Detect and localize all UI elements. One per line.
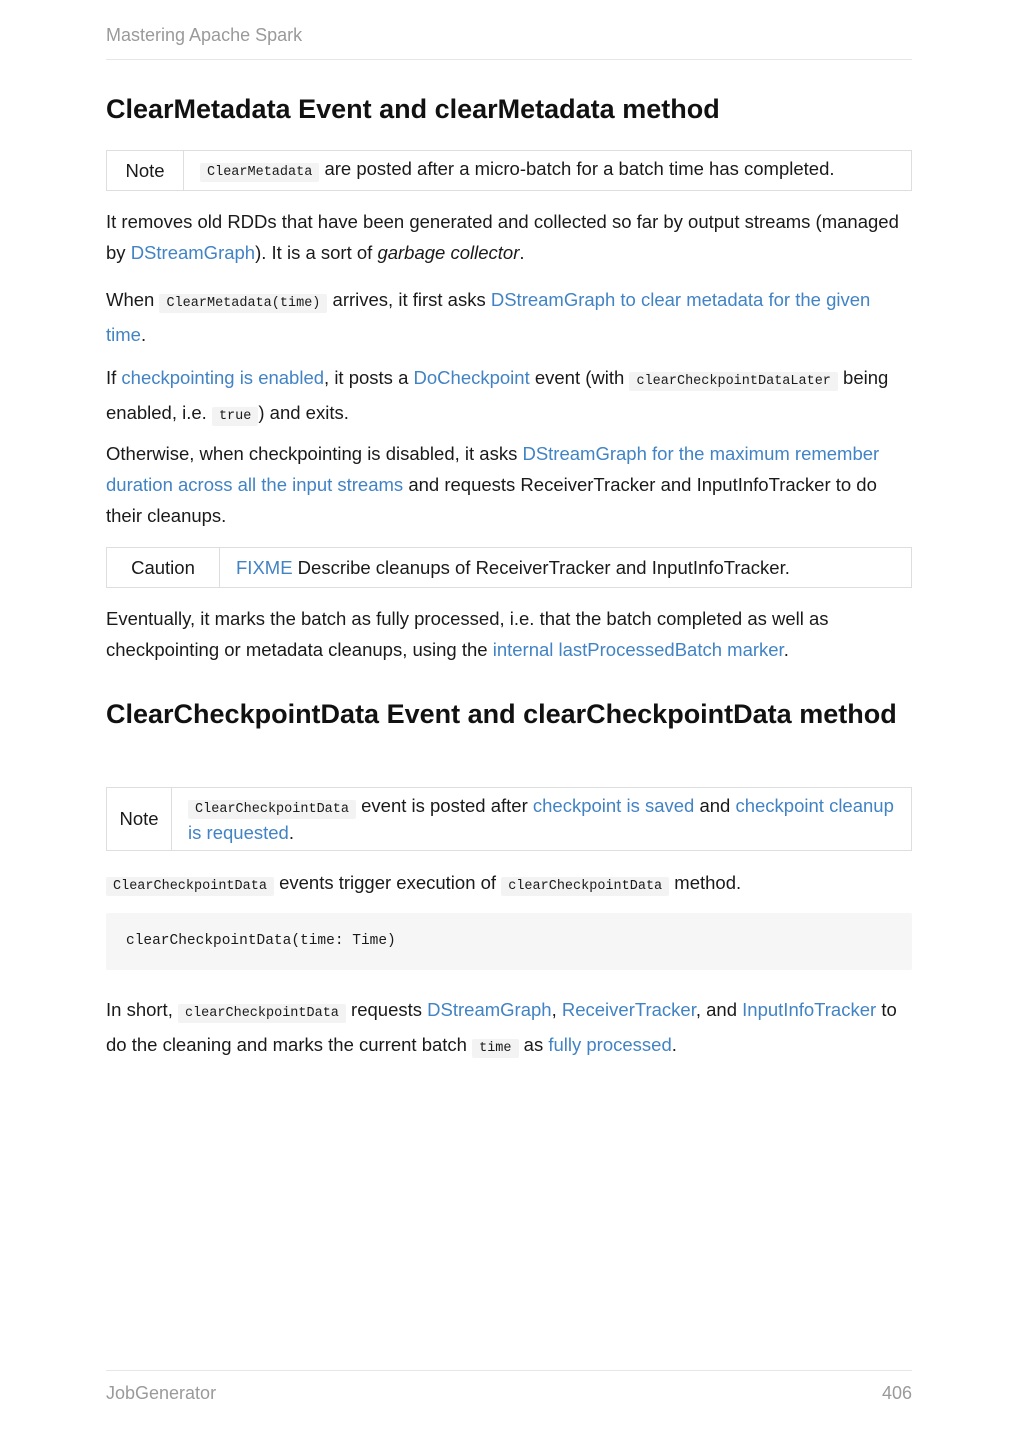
paragraph-events-trigger	[106, 867, 912, 902]
text: It removes old RDDs that have been generated and collected so far by output streams (managed by	[106, 211, 899, 263]
note-label: Note	[107, 788, 172, 850]
link-last-processed-batch[interactable]: internal lastProcessedBatch marker	[492, 639, 784, 660]
text: events trigger execution of	[273, 872, 502, 893]
running-footer	[106, 1370, 912, 1404]
text: as	[518, 1034, 549, 1055]
emphasis-text: garbage collector	[377, 242, 520, 263]
text: .	[783, 639, 789, 660]
code-block: clearCheckpointData(time: Time)	[106, 913, 912, 970]
inline-code: clearCheckpointDataLater	[629, 372, 837, 391]
inline-code: ClearMetadata	[200, 163, 319, 182]
link-docheckpoint[interactable]: DoCheckpoint	[413, 367, 530, 388]
inline-code: ClearCheckpointData	[188, 800, 356, 819]
text: ) and exits.	[258, 402, 349, 423]
text: .	[140, 324, 147, 345]
note-clear-metadata	[106, 150, 912, 191]
inline-code: time	[472, 1039, 518, 1058]
text: and	[694, 795, 736, 816]
link-dstreamgraph-max-remember[interactable]: DStreamGraph for the maximum remember duration across all the input streams	[106, 443, 880, 495]
caution-fixme	[106, 547, 912, 588]
text: ). It is a sort of	[255, 242, 378, 263]
link-inputinfotracker[interactable]: InputInfoTracker	[742, 999, 877, 1020]
paragraph-if-checkpointing	[106, 362, 912, 432]
link-dstreamgraph-clear-metadata[interactable]: DStreamGraph to clear metadata for the given time	[106, 289, 871, 345]
text: event (with	[529, 367, 630, 388]
link-dstreamgraph[interactable]: DStreamGraph	[427, 999, 552, 1020]
text: arrives, it first asks	[327, 289, 491, 310]
link-dstreamgraph[interactable]: DStreamGraph	[130, 242, 256, 263]
note-label: Note	[107, 151, 184, 190]
inline-code: true	[212, 407, 258, 426]
running-header	[106, 25, 912, 60]
paragraph-otherwise	[106, 438, 912, 531]
text: , it posts a	[324, 367, 414, 388]
inline-code: ClearCheckpointData	[106, 877, 274, 896]
text: When	[106, 289, 160, 310]
text: , and	[695, 999, 743, 1020]
text: If	[106, 367, 122, 388]
chapter-name: JobGenerator	[106, 1383, 217, 1403]
section-heading-clear-checkpoint-data: ClearCheckpointData Event and clearCheckpointData method	[106, 699, 897, 729]
inline-code: ClearMetadata(time)	[159, 294, 327, 313]
note-clear-checkpoint-data	[106, 787, 912, 851]
note-body	[184, 151, 851, 190]
text: and requests ReceiverTracker and InputInfoTracker to do their cleanups.	[106, 474, 877, 526]
book-title: Mastering Apache Spark	[106, 25, 303, 45]
paragraph-when-clearmetadata	[106, 284, 912, 350]
paragraph-in-short	[106, 994, 912, 1064]
caution-body	[220, 548, 806, 587]
paragraph-removes-rdds	[106, 206, 912, 268]
note-text: are posted after a micro-batch for a batch time has completed.	[319, 158, 835, 179]
text: Eventually, it marks the batch as fully processed, i.e. that the batch completed as well as checkpointing or metadata cleanups, using the	[106, 608, 829, 660]
text: .	[519, 242, 525, 263]
text: to do the cleaning and marks the current batch	[106, 999, 897, 1055]
link-fixme[interactable]: FIXME	[236, 557, 293, 578]
text: ,	[551, 999, 562, 1020]
paragraph-eventually	[106, 603, 912, 665]
link-checkpointing-enabled[interactable]: checkpointing is enabled	[121, 367, 325, 388]
link-fully-processed[interactable]: fully processed	[548, 1034, 672, 1055]
page-number: 406	[881, 1383, 912, 1403]
inline-code: clearCheckpointData	[178, 1004, 346, 1023]
link-receivertracker[interactable]: ReceiverTracker	[561, 999, 696, 1020]
link-checkpoint-cleanup[interactable]: checkpoint cleanup is requested	[188, 795, 894, 843]
inline-code: clearCheckpointData	[501, 877, 669, 896]
text: .	[288, 822, 294, 843]
caution-label: Caution	[107, 548, 220, 587]
text: method.	[669, 872, 742, 893]
text: .	[671, 1034, 677, 1055]
text: requests	[345, 999, 428, 1020]
text: Otherwise, when checkpointing is disabled, it asks	[106, 443, 523, 464]
section-heading-clear-metadata: ClearMetadata Event and clearMetadata method	[106, 94, 720, 124]
text: event is posted after	[355, 795, 533, 816]
text: being enabled, i.e.	[106, 367, 889, 423]
text: In short,	[106, 999, 178, 1020]
link-checkpoint-saved[interactable]: checkpoint is saved	[532, 795, 695, 816]
caution-text: Describe cleanups of ReceiverTracker and InputInfoTracker.	[292, 557, 790, 578]
note-body	[172, 788, 911, 850]
